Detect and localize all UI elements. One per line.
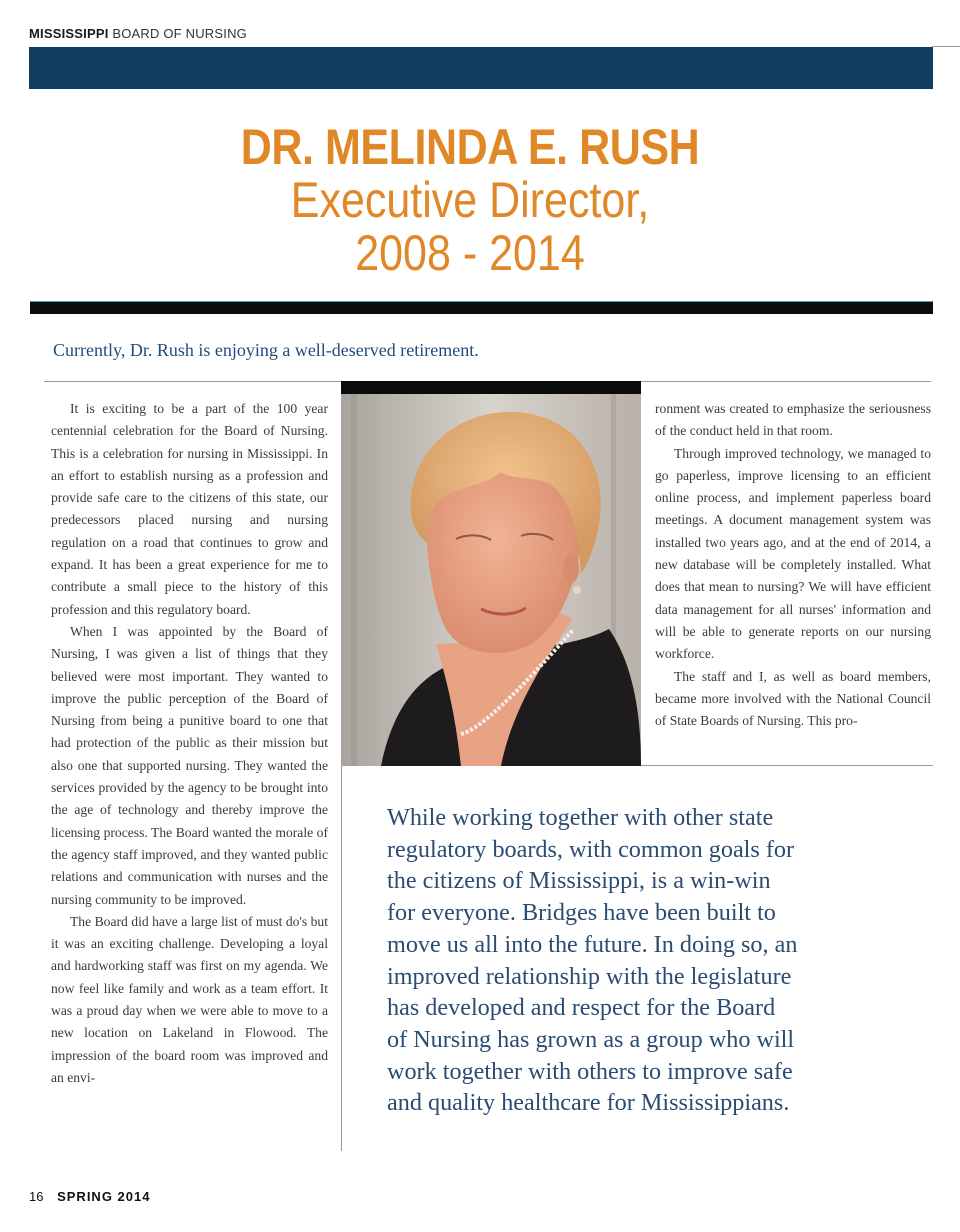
page-number: 16 bbox=[29, 1189, 44, 1204]
article-title-role: Executive Director, bbox=[290, 172, 650, 228]
article-right-column bbox=[655, 398, 931, 732]
article-paragraph: The Board did have a large list of must do's but it was an exciting challenge. Developing a loyal and hardworking staff was first on my agenda. We now feel like family and work as a team effort. It was a proud day when we were able to move to a new location on Lakeland in Flowood. The impression of the board room was improved and an envi- bbox=[51, 913, 328, 1085]
pull-quote-line: While working together with other state bbox=[387, 804, 774, 831]
photo-top-bar bbox=[341, 381, 641, 394]
publication-header bbox=[29, 26, 247, 41]
title-divider bbox=[30, 301, 933, 314]
pull-quote-line: the citizens of Mississippi, is a win-win bbox=[387, 867, 771, 895]
header-band bbox=[29, 47, 933, 89]
article-paragraph: It is exciting to be a part of the 100 year centennial celebration for the Board of Nursing. This is a celebration for nursing in Mississippi. In an effort to establish nursing as a profession and provide safe care to the citizens of this state, our predecessors placed nursing and nursing regulation on a road that continues to grow and expand. It has been a great experience for me to contribute a small piece to the history of this profession and this regulatory board. bbox=[51, 401, 328, 617]
portrait-photo bbox=[341, 394, 641, 766]
pull-quote-line: work together with others to improve safe bbox=[387, 1057, 793, 1085]
top-corner-rule bbox=[932, 46, 960, 47]
issue-label: SPRING 2014 bbox=[57, 1189, 151, 1204]
pull-quote-line: and quality healthcare for Mississippians. bbox=[387, 1089, 790, 1117]
pull-quote-line: for everyone. Bridges have been built to bbox=[387, 899, 776, 927]
article-paragraph: When I was appointed by the Board of Nursing, I was given a list of things that they believed were most important. They wanted to improve the public perception of the Board of Nursing from being a punitive board to one that had protection of the public as their mission but also one that supported nursing. They wanted the services provided by the agency to be brought into the age of technology and thereby improve the licensing process. The Board wanted the morale of the agency staff improved, and they wanted public relations and communication with nurses and the nursing community to be improved. bbox=[51, 623, 328, 907]
page-footer bbox=[29, 1189, 150, 1204]
pull-quote-line: has developed and respect for the Board bbox=[387, 994, 776, 1022]
pull-quote-line: of Nursing has grown as a group who will bbox=[387, 1025, 795, 1053]
photo-bottom-rule bbox=[641, 765, 933, 766]
header-state: MISSISSIPPI bbox=[29, 26, 109, 41]
pull-quote-line: improved relationship with the legislature bbox=[387, 962, 792, 990]
pull-quote bbox=[387, 802, 857, 1119]
article-title-years: 2008 - 2014 bbox=[355, 225, 585, 281]
article-subtitle: Currently, Dr. Rush is enjoying a well-deserved retirement. bbox=[53, 340, 479, 360]
article-title-name: DR. MELINDA E. RUSH bbox=[240, 119, 700, 175]
pull-quote-line: move us all into the future. In doing so, an bbox=[387, 930, 798, 958]
article-paragraph: Through improved technology, we managed to go paperless, improve licensing to an efficient online process, and implement paperless board meetings. A document management system was installed two years ago, and at the end of 2014, a new database will be completely installed. What does that mean to nursing? We will have efficient data management for all nurses' information and will be able to generate reports on our nursing workforce. bbox=[655, 445, 931, 662]
article-paragraph: The staff and I, as well as board members, became more involved with the National Council of State Boards of Nursing. This pro- bbox=[655, 668, 931, 729]
column-divider bbox=[341, 766, 342, 1151]
article-paragraph: ronment was created to emphasize the seriousness of the conduct held in that room. bbox=[655, 401, 931, 439]
header-org: BOARD OF NURSING bbox=[112, 26, 247, 41]
left-column-rule bbox=[44, 381, 341, 382]
article-left-column bbox=[51, 398, 328, 1089]
right-column-rule bbox=[641, 381, 931, 382]
pull-quote-line: regulatory boards, with common goals for bbox=[387, 835, 795, 863]
